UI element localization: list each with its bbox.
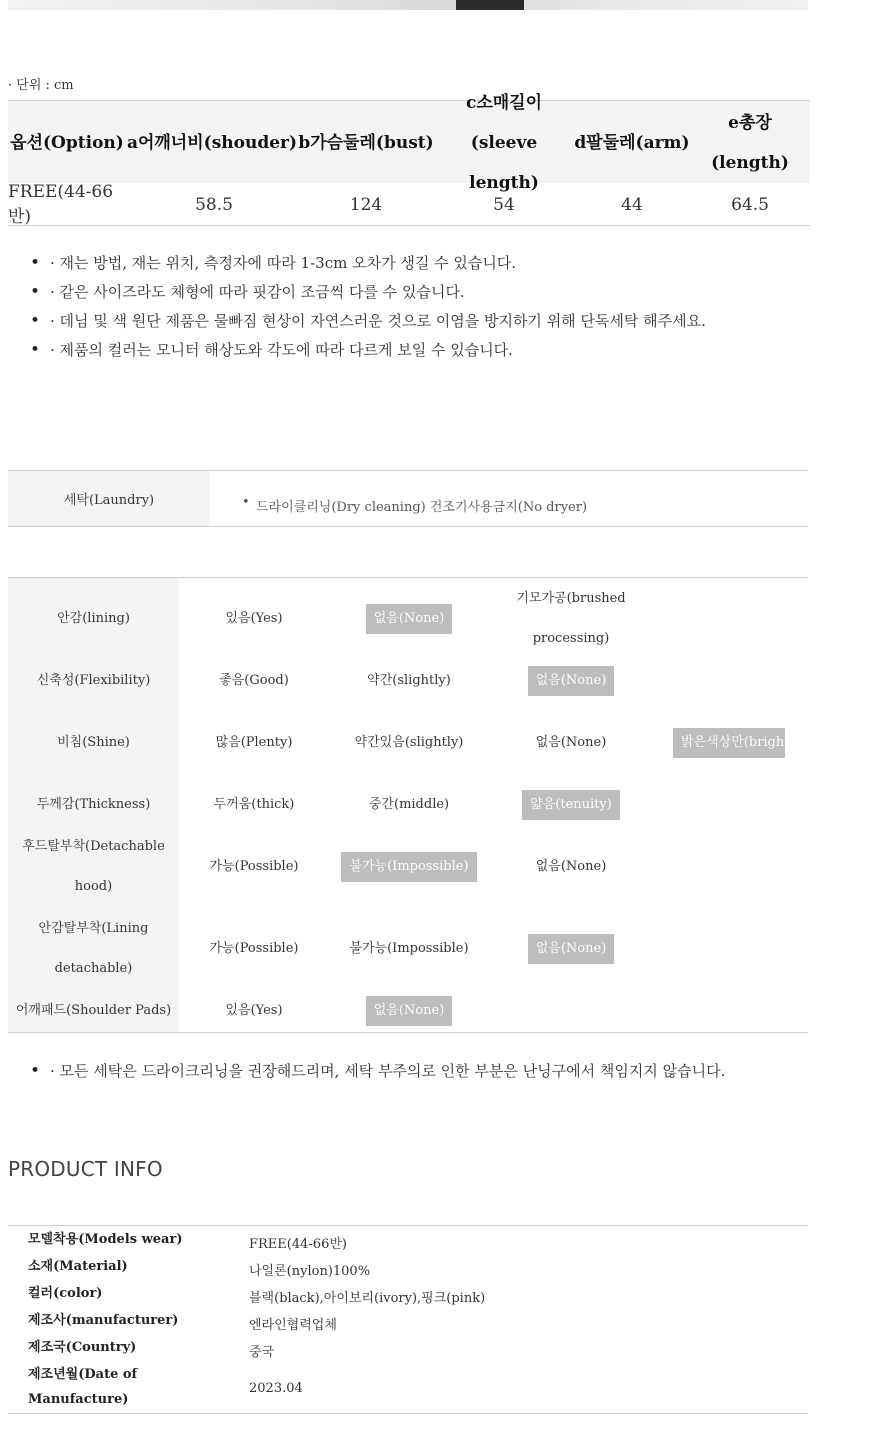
size-header-option: 옵션(Option) <box>10 132 124 153</box>
product-image-bottom-edge <box>8 0 808 10</box>
list-item: • · 재는 방법, 재는 위치, 측정자에 따라 1-3cm 오차가 생길 수 있습니다. <box>30 249 706 278</box>
info-key: 소재(Material) <box>28 1259 128 1274</box>
size-header-bust: b가슴둘레(bust) <box>298 132 434 153</box>
size-cell-sleeve: 54 <box>493 194 515 215</box>
table-row <box>8 1226 808 1253</box>
attr-option: 중간(middle) <box>368 797 450 812</box>
table-row <box>8 1307 808 1334</box>
attr-option: 약간(slightly) <box>367 673 451 688</box>
attr-option-selected: 밝은색상만(bright colors only) <box>653 702 805 784</box>
attr-option-selected: 없음(None) <box>329 578 489 660</box>
attr-label-thickness: 두께감(Thickness) <box>36 797 151 812</box>
table-row <box>8 1253 808 1280</box>
list-item: • · 모든 세탁은 드라이크리닝을 권장해드리며, 세탁 부주의로 인한 부분은 난닝구에서 책임지지 않습니다. <box>30 1057 725 1086</box>
table-row <box>8 1280 808 1307</box>
attr-label-shoulder-pads: 어깨패드(Shoulder Pads) <box>15 1003 172 1018</box>
attr-option: 많음(Plenty) <box>215 735 293 750</box>
attr-option: 좋음(Good) <box>219 673 289 688</box>
attr-option: 불가능(Impossible) <box>349 941 469 956</box>
info-key: 제조국(Country) <box>28 1340 137 1355</box>
attr-option: 기모가공(brushed processing) <box>516 591 626 646</box>
size-cell-option: FREE(44-66반) <box>8 182 114 227</box>
size-table <box>8 92 810 227</box>
size-cell-bust: 124 <box>349 194 383 215</box>
attr-option-selected: 없음(None) <box>329 990 489 1032</box>
attr-option: 약간있음(slightly) <box>354 735 464 750</box>
attr-label-flexibility: 신축성(Flexibility) <box>36 673 151 688</box>
laundry-value: • 드라이클리닝(Dry cleaning) 건조기사용금지(No dryer) <box>244 496 587 515</box>
size-table-header <box>8 92 810 193</box>
info-key: 제조년월(Date of Manufacture) <box>28 1367 138 1407</box>
size-cell-length: 64.5 <box>731 194 769 215</box>
attr-option-selected: 없음(None) <box>489 660 653 702</box>
wash-note-list <box>30 1057 725 1086</box>
info-value: 2023.04 <box>249 1381 303 1396</box>
attr-option: 가능(Possible) <box>209 941 299 956</box>
attr-option: 있음(Yes) <box>225 611 283 626</box>
size-header-shoulder: a어깨너비(shouder) <box>126 132 298 153</box>
attr-option: 없음(None) <box>535 735 607 750</box>
attr-label-hood: 후드탈부착(Detachable hood) <box>22 839 165 894</box>
list-item: • · 데님 및 색 원단 제품은 물빠짐 현상이 자연스러운 것으로 이염을 방지하기 위해 단독세탁 해주세요. <box>30 307 706 336</box>
attr-label-lining-detachable: 안감탈부착(Lining detachable) <box>38 921 149 976</box>
laundry-label: 세탁(Laundry) <box>8 471 210 526</box>
product-info-title: PRODUCT INFO <box>8 1157 163 1181</box>
unit-label: · 단위 : cm <box>8 78 74 93</box>
list-item: • · 제품의 컬러는 모니터 해상도와 각도에 따라 다르게 보일 수 있습니다. <box>30 336 706 365</box>
attr-option: 있음(Yes) <box>225 1003 283 1018</box>
info-value: 중국 <box>249 1345 275 1360</box>
attribute-table <box>8 577 871 1033</box>
attr-option-selected: 없음(None) <box>489 908 653 990</box>
product-info-table <box>8 1225 808 1414</box>
attr-option-selected: 얇음(tenuity) <box>489 784 653 826</box>
info-value: 엔라인협력업체 <box>249 1318 337 1333</box>
size-header-sleeve: c소매길이(sleeve length) <box>465 92 543 193</box>
info-key: 모델착용(Models wear) <box>28 1232 183 1247</box>
info-key: 컬러(color) <box>28 1286 103 1301</box>
table-row <box>8 183 810 226</box>
attr-option-selected: 불가능(Impossible) <box>329 826 489 908</box>
table-row <box>8 1361 808 1415</box>
laundry-row <box>8 470 808 527</box>
attr-option: 두꺼움(thick) <box>213 797 295 812</box>
attr-option: 가능(Possible) <box>209 859 299 874</box>
attr-option: 없음(None) <box>535 859 607 874</box>
size-header-length: e총장(length) <box>711 112 789 173</box>
attr-label-shine: 비침(Shine) <box>57 735 130 750</box>
list-item: • · 같은 사이즈라도 체형에 따라 핏감이 조금씩 다를 수 있습니다. <box>30 278 706 307</box>
info-key: 제조사(manufacturer) <box>28 1313 179 1328</box>
size-cell-arm: 44 <box>621 194 643 215</box>
info-value: 블랙(black),아이보리(ivory),핑크(pink) <box>249 1291 486 1306</box>
attr-label-lining: 안감(lining) <box>57 611 130 626</box>
size-header-arm: d팔둘레(arm) <box>574 132 690 153</box>
size-notes-list <box>30 249 706 365</box>
info-value: FREE(44-66반) <box>249 1237 347 1252</box>
info-value: 나일론(nylon)100% <box>249 1264 371 1279</box>
table-row <box>8 1334 808 1361</box>
size-cell-shoulder: 58.5 <box>195 194 233 215</box>
